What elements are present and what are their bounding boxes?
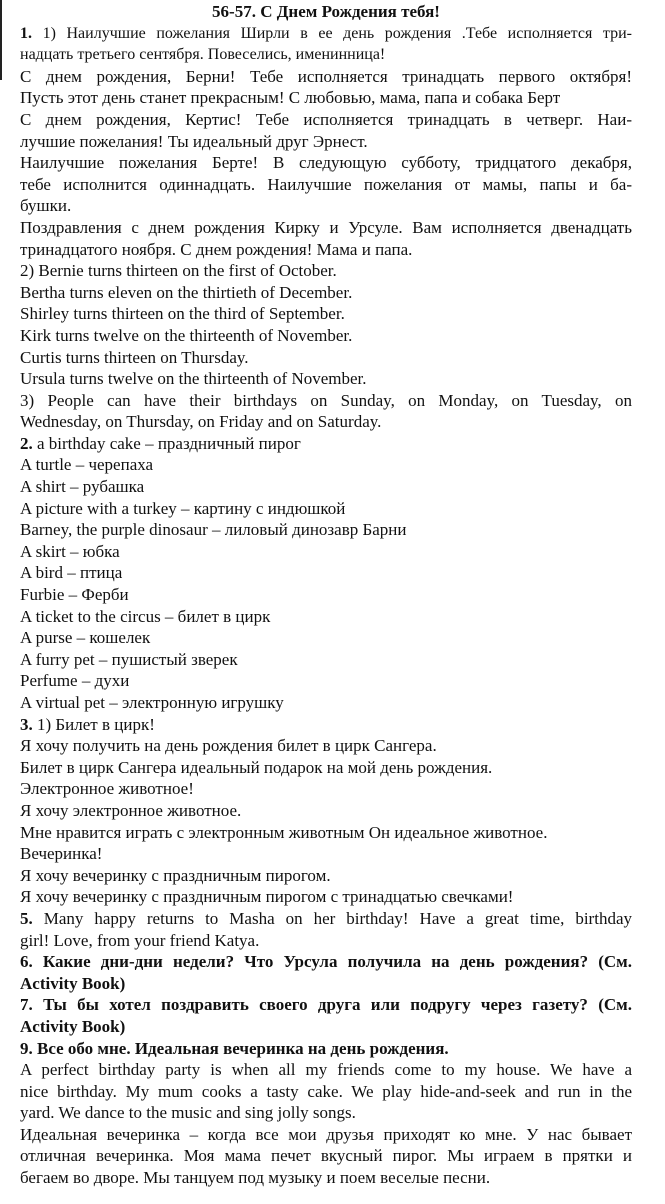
line-text: A picture with a turkey – картину с индюшкой [20, 498, 346, 518]
line-text: 1) Наилучшие пожелания Ширли в ее день рождения .Тебе исполняется три- [32, 24, 632, 42]
text-line [20, 368, 632, 390]
text-line [20, 239, 632, 261]
document-page [20, 1, 632, 1189]
text-line [20, 562, 632, 584]
line-text: yard. We dance to the music and sing jolly songs. [20, 1103, 356, 1123]
text-line [20, 865, 632, 887]
line-text: Я хочу вечеринку с праздничным пирогом. [20, 865, 331, 885]
line-text: Furbie – Ферби [20, 585, 129, 605]
line-text: Bertha turns eleven on the thirtieth of December. [20, 282, 353, 302]
text-line [20, 195, 632, 217]
section-heading [20, 973, 632, 995]
text-line [20, 23, 632, 45]
line-text: бушки. [20, 196, 72, 216]
line-text: Curtis turns thirteen on Thursday. [20, 347, 249, 367]
exercise-number: 3. [20, 714, 33, 734]
line-text: Электронное животное! [20, 779, 194, 799]
line-text: надцать третьего сентября. Повеселись, именинница! [20, 46, 386, 64]
text-line [20, 109, 632, 131]
text-line [20, 347, 632, 369]
line-text: Activity Book) [20, 973, 126, 993]
text-line [20, 454, 632, 476]
line-text: A perfect birthday party is when all my friends come to my house. We have a [20, 1060, 632, 1080]
text-line [20, 87, 632, 109]
text-line [20, 822, 632, 844]
line-text: A skirt – юбка [20, 541, 120, 561]
line-text: Я хочу вечеринку с праздничным пирогом с тринадцатью свечками! [20, 887, 514, 907]
line-text: Наилучшие пожелания Берте! В следующую субботу, тридцатого декабря, [20, 153, 632, 173]
text-line [20, 1081, 632, 1103]
text-line [20, 843, 632, 865]
scan-edge-line [0, 0, 2, 80]
text-line [20, 390, 632, 412]
line-text: Мне нравится играть с электронным животным Он идеальное животное. [20, 822, 548, 842]
line-text: Поздравления с днем рождения Кирку и Урсуле. Вам исполняется двенадцать [20, 217, 632, 237]
text-line [20, 1167, 632, 1189]
text-line [20, 131, 632, 153]
section-heading [20, 994, 632, 1016]
text-line [20, 1102, 632, 1124]
text-line [20, 282, 632, 304]
line-text: Many happy returns to Masha on her birthday! Have a great time, birthday [32, 908, 632, 928]
section-heading [20, 1038, 632, 1060]
line-text: nice birthday. My mum cooks a tasty cake. We play hide-and-seek and run in the [20, 1081, 632, 1101]
line-text: С днем рождения, Кертис! Тебе исполняется тринадцать в четверг. Наи- [20, 109, 632, 129]
text-line [20, 66, 632, 88]
text-line [20, 908, 632, 930]
line-text: С днем рождения, Берни! Тебе исполняется тринадцать первого октября! [20, 66, 632, 86]
line-text: Wednesday, on Thursday, on Friday and on Saturday. [20, 412, 382, 432]
line-text: Пусть этот день станет прекрасным! С любовью, мама, папа и собака Берт [20, 88, 561, 108]
text-line [20, 886, 632, 908]
exercise-number: 1. [20, 24, 32, 42]
line-text: Kirk turns twelve on the thirteenth of November. [20, 325, 353, 345]
page-title: 56-57. С Днем Рождения тебя! [212, 2, 440, 21]
line-text: 1) Билет в цирк! [32, 714, 155, 734]
text-line [20, 584, 632, 606]
line-text: Shirley turns thirteen on the third of September. [20, 304, 345, 324]
text-line [20, 1059, 632, 1081]
line-text: 6. Какие дни-дни недели? Что Урсула получила на день рождения? (См. [20, 952, 632, 972]
text-line [20, 325, 632, 347]
text-line [20, 714, 632, 736]
line-text: Ursula turns twelve on the thirteenth of November. [20, 369, 367, 389]
text-line [20, 606, 632, 628]
line-text: Barney, the purple dinosaur – лиловый динозавр Барни [20, 520, 407, 540]
text-line [20, 411, 632, 433]
text-line [20, 217, 632, 239]
text-line [20, 627, 632, 649]
line-text: girl! Love, from your friend Katya. [20, 930, 260, 950]
line-text: Билет в цирк Сангера идеальный подарок на мой день рождения. [20, 757, 493, 777]
line-text: A turtle – черепаха [20, 455, 154, 475]
text-line [20, 174, 632, 196]
exercise-number: 5. [20, 908, 33, 928]
line-text: бегаем во дворе. Мы танцуем под музыку и поем веселые песни. [20, 1168, 491, 1188]
text-line [20, 152, 632, 174]
section-heading [20, 1016, 632, 1038]
line-text: Вечеринка! [20, 844, 103, 864]
text-line [20, 800, 632, 822]
text-line [20, 1145, 632, 1167]
line-text: A ticket to the circus – билет в цирк [20, 606, 271, 626]
text-line [20, 519, 632, 541]
text-line [20, 692, 632, 714]
exercise-number: 2. [20, 433, 33, 453]
line-text: 2) Bernie turns thirteen on the first of October. [20, 261, 337, 281]
line-text: 3) People can have their birthdays on Sunday, on Monday, on Tuesday, on [20, 390, 632, 410]
line-text: 9. Все обо мне. Идеальная вечеринка на день рождения. [20, 1038, 449, 1058]
line-text: Идеальная вечеринка – когда все мои друзья приходят ко мне. У нас бывает [20, 1124, 632, 1144]
line-text: 7. Ты бы хотел поздравить своего друга или подругу через газету? (См. [20, 995, 632, 1015]
text-line [20, 670, 632, 692]
text-line [20, 757, 632, 779]
text-line [20, 260, 632, 282]
line-text: Perfume – духи [20, 671, 130, 691]
line-text: лучшие пожелания! Ты идеальный друг Эрнест. [20, 131, 368, 151]
text-line [20, 1124, 632, 1146]
text-line [20, 735, 632, 757]
section-heading [20, 951, 632, 973]
text-line [20, 433, 632, 455]
text-line [20, 778, 632, 800]
text-line [20, 649, 632, 671]
line-text: A furry pet – пушистый зверек [20, 649, 238, 669]
text-line [20, 303, 632, 325]
line-text: тебе исполнится одиннадцать. Наилучшие пожелания от мамы, папы и ба- [20, 174, 632, 194]
line-text: A virtual pet – электронную игрушку [20, 693, 284, 712]
text-line [20, 44, 632, 66]
line-text: отличная вечеринка. Моя мама печет вкусный пирог. Мы играем в прятки и [20, 1146, 632, 1166]
line-text: A purse – кошелек [20, 628, 151, 648]
line-text: A shirt – рубашка [20, 477, 145, 497]
text-line [20, 476, 632, 498]
text-line [20, 498, 632, 520]
line-text: тринадцатого ноября. С днем рождения! Мама и папа. [20, 239, 413, 259]
text-line [20, 930, 632, 952]
line-text: A bird – птица [20, 563, 123, 583]
line-text: a birthday cake – праздничный пирог [32, 433, 301, 453]
line-text: Я хочу электронное животное. [20, 800, 242, 820]
line-text: Activity Book) [20, 1016, 126, 1036]
line-text: Я хочу получить на день рождения билет в цирк Сангера. [20, 736, 437, 756]
text-line [20, 541, 632, 563]
